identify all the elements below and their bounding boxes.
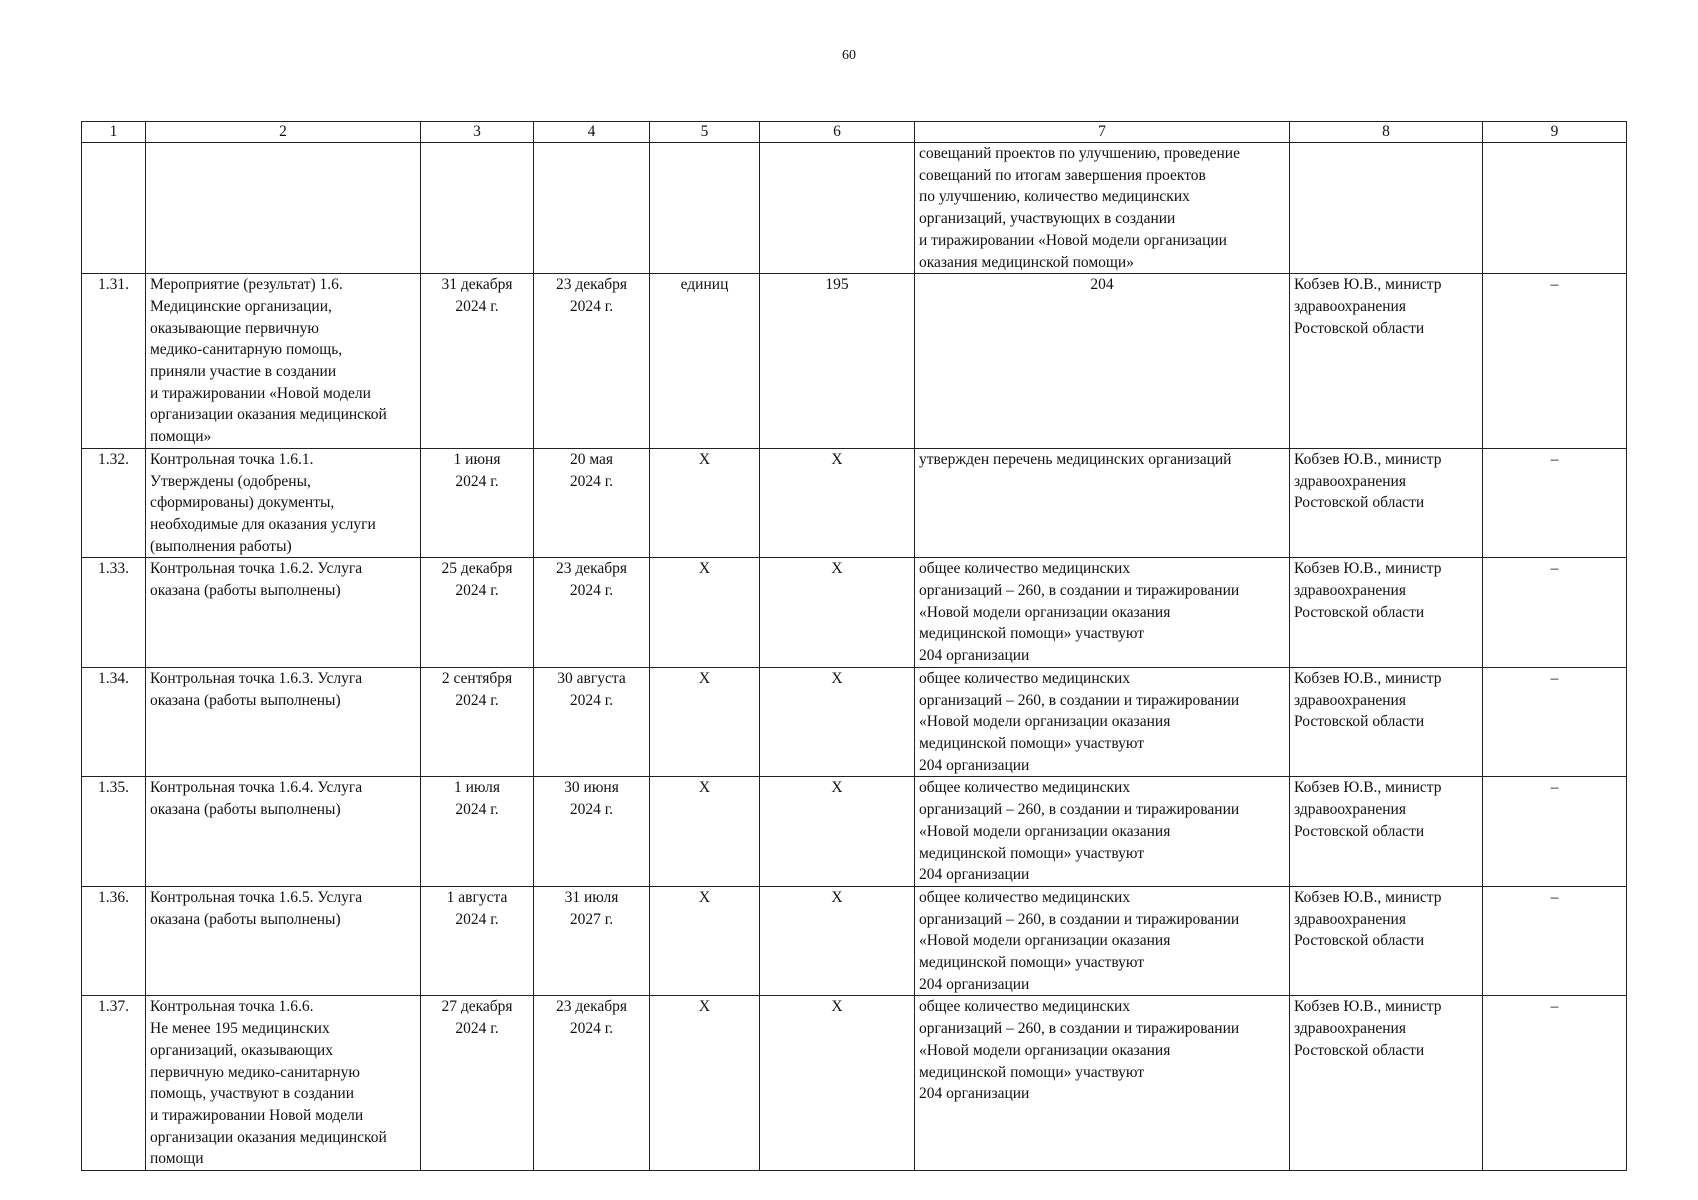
row-plan-value: Х [760, 667, 915, 777]
table-row [82, 996, 1627, 1171]
row-plan-value: Х [760, 448, 915, 558]
header-row [82, 122, 1627, 143]
row-date-fact: 31 июля 2027 г. [534, 886, 650, 996]
row-date-fact: 23 декабря 2024 г. [534, 274, 650, 449]
header-cell: 8 [1290, 122, 1483, 143]
row-number: 1.35. [82, 777, 146, 887]
row-fact: общее количество медицинских организаций – 260, в создании и тиражировании «Новой модели организации оказания медицинской помощи» участвуют 204 организации [915, 558, 1290, 668]
row-number: 1.34. [82, 667, 146, 777]
empty-cell [421, 143, 534, 274]
row-unit: Х [650, 996, 760, 1171]
row-name: Контрольная точка 1.6.6. Не менее 195 медицинских организаций, оказывающих первичную медико-санитарную помощь, участвуют в создании и тиражировании Новой модели организации оказания медицинской помощи [146, 996, 421, 1171]
row-date-fact: 20 мая 2024 г. [534, 448, 650, 558]
row-date-fact: 23 декабря 2024 г. [534, 996, 650, 1171]
row-responsible: Кобзев Ю.В., министр здравоохранения Ростовской области [1290, 448, 1483, 558]
row-name: Контрольная точка 1.6.2. Услуга оказана (работы выполнены) [146, 558, 421, 668]
row-date-plan: 31 декабря 2024 г. [421, 274, 534, 449]
empty-cell [534, 143, 650, 274]
header-cell: 7 [915, 122, 1290, 143]
row-date-plan: 2 сентября 2024 г. [421, 667, 534, 777]
row-fact: утвержден перечень медицинских организаций [915, 448, 1290, 558]
row-fact: общее количество медицинских организаций – 260, в создании и тиражировании «Новой модели организации оказания медицинской помощи» участвуют 204 организации [915, 886, 1290, 996]
row-date-fact: 30 августа 2024 г. [534, 667, 650, 777]
header-cell: 1 [82, 122, 146, 143]
row-responsible: Кобзев Ю.В., министр здравоохранения Ростовской области [1290, 886, 1483, 996]
row-note: – [1483, 448, 1627, 558]
row-plan-value: Х [760, 996, 915, 1171]
row-note: – [1483, 667, 1627, 777]
row-plan-value: Х [760, 558, 915, 668]
row-date-plan: 1 июня 2024 г. [421, 448, 534, 558]
row-responsible: Кобзев Ю.В., министр здравоохранения Ростовской области [1290, 996, 1483, 1171]
row-number: 1.32. [82, 448, 146, 558]
row-number: 1.36. [82, 886, 146, 996]
row-name: Контрольная точка 1.6.5. Услуга оказана (работы выполнены) [146, 886, 421, 996]
empty-cell [82, 143, 146, 274]
row-note: – [1483, 274, 1627, 449]
header-cell: 6 [760, 122, 915, 143]
row-plan-value: Х [760, 886, 915, 996]
row-number: 1.33. [82, 558, 146, 668]
row-unit: единиц [650, 274, 760, 449]
row-note: – [1483, 886, 1627, 996]
row-number: 1.31. [82, 274, 146, 449]
empty-cell [650, 143, 760, 274]
row-fact: общее количество медицинских организаций – 260, в создании и тиражировании «Новой модели организации оказания медицинской помощи» участвуют 204 организации [915, 777, 1290, 887]
page-number: 60 [842, 48, 856, 63]
continuation-row [82, 143, 1627, 274]
row-unit: Х [650, 667, 760, 777]
row-plan-value: 195 [760, 274, 915, 449]
row-name: Контрольная точка 1.6.4. Услуга оказана (работы выполнены) [146, 777, 421, 887]
empty-cell [1483, 143, 1627, 274]
empty-cell [1290, 143, 1483, 274]
row-unit: Х [650, 886, 760, 996]
row-note: – [1483, 996, 1627, 1171]
row-note: – [1483, 558, 1627, 668]
table-row [82, 274, 1627, 449]
row-name: Контрольная точка 1.6.1. Утверждены (одобрены, сформированы) документы, необходимые для оказания услуги (выполнения работы) [146, 448, 421, 558]
table-row [82, 558, 1627, 668]
header-cell: 9 [1483, 122, 1627, 143]
row-date-plan: 1 августа 2024 г. [421, 886, 534, 996]
row-unit: Х [650, 448, 760, 558]
table-row [82, 777, 1627, 887]
header-cell: 2 [146, 122, 421, 143]
header-cell: 3 [421, 122, 534, 143]
table-row [82, 448, 1627, 558]
row-plan-value: Х [760, 777, 915, 887]
row-responsible: Кобзев Ю.В., министр здравоохранения Ростовской области [1290, 558, 1483, 668]
table-row [82, 886, 1627, 996]
empty-cell [760, 143, 915, 274]
row-date-plan: 1 июля 2024 г. [421, 777, 534, 887]
row-unit: Х [650, 777, 760, 887]
row-date-plan: 25 декабря 2024 г. [421, 558, 534, 668]
row-note: – [1483, 777, 1627, 887]
row-fact: 204 [915, 274, 1290, 449]
row-unit: Х [650, 558, 760, 668]
row-name: Мероприятие (результат) 1.6. Медицинские организации, оказывающие первичную медико-санитарную помощь, приняли участие в создании и тиражировании «Новой модели организации оказания медицинской помощи» [146, 274, 421, 449]
row-fact: общее количество медицинских организаций – 260, в создании и тиражировании «Новой модели организации оказания медицинской помощи» участвуют 204 организации [915, 667, 1290, 777]
row-fact: общее количество медицинских организаций – 260, в создании и тиражировании «Новой модели организации оказания медицинской помощи» участвуют 204 организации [915, 996, 1290, 1171]
row-date-plan: 27 декабря 2024 г. [421, 996, 534, 1171]
row-number: 1.37. [82, 996, 146, 1171]
header-cell: 4 [534, 122, 650, 143]
empty-cell [146, 143, 421, 274]
row-responsible: Кобзев Ю.В., министр здравоохранения Ростовской области [1290, 274, 1483, 449]
row-name: Контрольная точка 1.6.3. Услуга оказана (работы выполнены) [146, 667, 421, 777]
row-responsible: Кобзев Ю.В., министр здравоохранения Ростовской области [1290, 777, 1483, 887]
header-cell: 5 [650, 122, 760, 143]
row-date-fact: 30 июня 2024 г. [534, 777, 650, 887]
plan-table [81, 121, 1627, 1171]
row-responsible: Кобзев Ю.В., министр здравоохранения Ростовской области [1290, 667, 1483, 777]
row-date-fact: 23 декабря 2024 г. [534, 558, 650, 668]
continuation-text: совещаний проектов по улучшению, проведение совещаний по итогам завершения проектов по улучшению, количество медицинских организаций, участвующих в создании и тиражировании «Новой модели организации оказания медицинской помощи» [915, 143, 1290, 274]
table-row [82, 667, 1627, 777]
